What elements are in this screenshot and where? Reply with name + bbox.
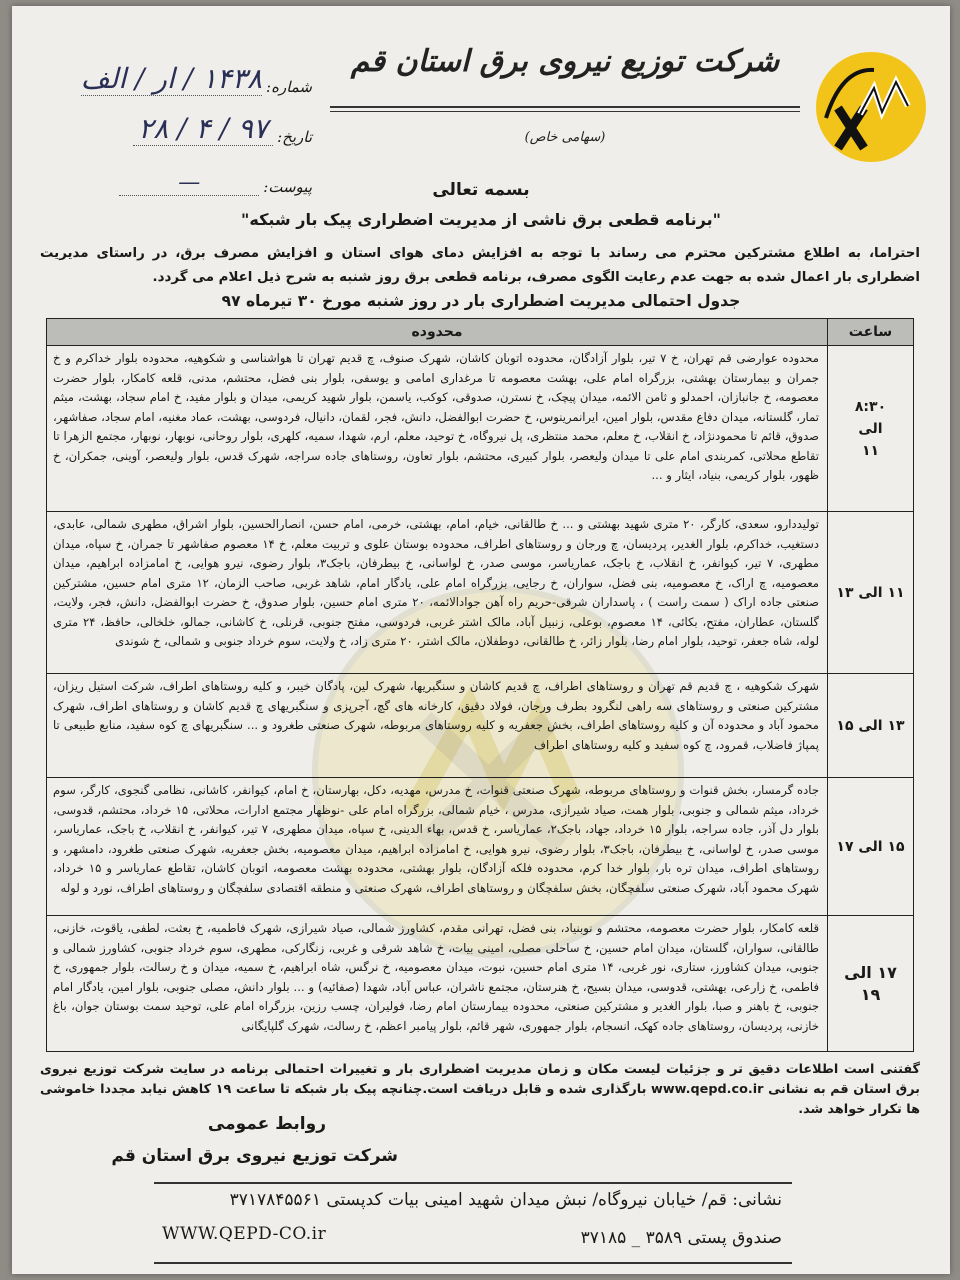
signature-company: شرکت توزیع نیروی برق استان قم: [111, 1146, 398, 1166]
table-row: [47, 916, 914, 1052]
outage-schedule-table: [46, 318, 914, 1052]
attachment-label: پیوست:: [263, 178, 312, 196]
attachment-value: —: [119, 171, 259, 196]
date-value: ۹۷ / ۴ / ۲۸: [133, 114, 273, 146]
title-rule: [330, 106, 800, 108]
doc-heading: بسمه تعالی: [432, 180, 530, 200]
footnote-text: گفتنی است اطلاعات دقیق تر و جزئیات لیست مکان و زمان مدیریت اضطراری بار و تغییرات احتمالی برنامه در سایت شرکت توزیع نیروی برق استان قم به نشانی: [40, 1062, 920, 1097]
table-row: [47, 512, 914, 674]
title-rule-thin: [330, 111, 800, 112]
company-logo: [812, 48, 930, 166]
footnote: [40, 1060, 920, 1120]
row-time: ۱۳ الی ۱۵: [828, 674, 914, 778]
row-time: ۱۵ الی ۱۷: [828, 778, 914, 916]
letter-footer: [154, 1182, 792, 1264]
signature-department: روابط عمومی: [207, 1114, 326, 1134]
row-time: ۱۷ الی ۱۹: [828, 916, 914, 1052]
header-areas: محدوده: [47, 319, 828, 346]
footer-rule-top: [154, 1182, 792, 1184]
footnote-website-link[interactable]: www.qepd.co.ir: [651, 1082, 764, 1097]
date-label: تاریخ:: [277, 128, 312, 146]
number-row: [52, 46, 312, 96]
footer-rule-bottom: [154, 1262, 792, 1264]
footnote-text-2: بارگذاری شده و قابل دریافت است.چنانچه پیک بار شبکه تا ساعت ۱۹ کاهش نیابد مجددا خاموشی ها تکرار خواهد شد.: [40, 1082, 920, 1117]
company-subtitle: (سهامی خاص): [524, 130, 606, 145]
table-row: [47, 346, 914, 512]
row-time: ۱۱ الی ۱۳: [828, 512, 914, 674]
number-label: شماره:: [266, 78, 312, 96]
table-title: جدول احتمالی مدیریت اضطراری بار در روز شنبه مورخ ۳۰ تیرماه ۹۷: [221, 292, 741, 310]
row-areas: جاده گرمسار، بخش قنوات و روستاهای مربوطه، شهرک صنعتی قنوات، خ مدرس، مهدیه، دکل، بهارستان، خ امام، کیوانفر، کاشانی، نظامی گنجوی، کارگر، سوم خرداد، میثم شمالی و جنوبی، بلوار همت، صیاد شیرازی، مدرس ، خیام شمالی، بزرگراه امام علی -نوظهار مجتمع ادارات، محلاتی، ۱۵ خرداد، محتشم، قدوسی، بلوار دل آذر، جاده سراجه، بلوار ۱۵ خرداد، جهاد، باجک۲، عمارياسر، خ قدس، بهاء الدینی، خ سپاه، میدان مطهری، ۷ تیر، کیوانفر، خ انقلاب، خ باجک، عمارياسر، موسی صدر، خ لواسانی، خ بیطرفان، باجک۳، بلوار رضوی، نیرو هوایی، خ امامزاده ابراهیم، میدان معصومیه، بخش جعفریه، شهرک صنعتی طغرود، دامشهر، و روستاهای اطراف، میدان تره بار، بلوار خدا کرم، محدوده فلکه آزادگان، بلوار بهشتی، محدوده بهشت معصومه، اتوبان کاشان، تقاطع عمارياسر و ۱۵ خرداد، شهرک محمود آباد، شهرک صنعتی سلفچگان، بخش سلفچگان و روستاهای اطراف، شهرک صنعتی و منطقه اقتصادی سلفچگان و روستاهای اطراف، نورد و لوله: [47, 778, 828, 916]
letter-meta: [52, 46, 312, 196]
intro-paragraph: احتراما، به اطلاع مشترکین محترم می رساند با توجه به افزایش دمای هوای استان و افزایش مصرف برق، در راستای مدیریت اضطراری بار اعمال شده به جهت عدم رعایت الگوی مصرف، برنامه قطعی برق روز شنبه به شرح ذیل اعلام می گردد.: [40, 246, 920, 285]
row-areas: محدوده عوارضی قم تهران، خ ۷ تیر، بلوار آزادگان، محدوده اتوبان کاشان، شهرک صنوف، چ قدیم تهران تا هواشناسی و شکوهیه، محدوده بلوار خداکرم و خ جمران و بیمارستان بهشتی، بزرگراه امام علی، بهشت معصومه تا مرغداری امامی و یوسفی، بلوار بنی فضل، محتشم، مدنی، قلعه کامکار، بلوار حضرت معصومه، خ جانبازان، احمدلو و ثامن الائمه، میدان پیچک، خ نسترن، صدوقی، کوکب، یاسمن، بلوار شهید کریمی، میدان و بلوار مفید، خ امام سجاد، بهشت، میثم تمار، گلستانه، میدان دفاع مقدس، بلوار امین، ایرانمرینوس، خ حضرت ابوالفضل، دانش، فجر، لقمان، دانیال، فردوسی، بهشت، عماد مغنیه، امام سجاد، صفاشهر، صدوق، قائم تا محمودنژاد، خ انقلاب، خ معلم، محمد منتظری، پل نیروگاه، خ توحید، معلم، ارم، شهدا، سمیه، کلهری، بلوار روحانی، نوبهار، نوبهار، مجتمع الزهرا تا تقاطع محلاتی، کمربندی امام علی تا میدان ولیعصر، بلوار کبیری، محتشم، بلوار تعاون، روستاهای جاده سراجه، شهرک قدس، بلوار ولیعصر، آوینی، جمکران، خ ظهور، بلوار کریمی، بنیاد، ایثار و ...: [47, 346, 828, 512]
row-areas: تولیددارو، سعدی، کارگر، ۲۰ متری شهید بهشتی و ... خ طالقانی، خیام، امام، بهشتی، خرمی، امام حسن، انصارالحسین، بلوار اشراق، مطهری شمالی، عابدی، دستغیب، خداکرم، بلوار الغدیر، پردیسان، چ ورجان و روستاهای اطراف، محدوده بوستان علوی و تربیت معلم، خ ۱۴ معصوم صفاشهر تا جمران، خ سپاه، میدان مطهری، ۷ تیر، کیوانفر، خ انقلاب، خ باجک، عمارياسر، موسی صدر، خ لواسانی، خ بیطرفان، باجک۳، بلوار رضوی، نیرو هوایی، خ امامزاده ابراهیم، میدان معصومیه، چ اراک، خ معصومیه، بنی فضل، سواران، خ رجایی، بزرگراه امام علی، یادگار امام، شاهد غربی، صاحب الزمان، ۱۲ متری امام حسین، مشترکین صنعتی جاده اراک ( سمت راست ) ، پاسداران شرقی-حریم راه آهن جوادالائمه، ۲۰ متری امام حسین، بلوار صدوق، خ حضرت ابوالفضل، دانش، فجر، ولایت، گلستان، عطاران، مفتح، بکائی، ۱۴ معصوم، بوعلی، زنبیل آباد، مالک اشتر غربی، فردوسی، مفتح جنوبی، قرنلی، خ کاشانی، جمالو، خلخالی، حافظ، ۲۴ متری لوله، شاه جعفر، توحید، بلوار امام رضا، بلوار زائر، خ طالقانی، دوطفلان، مالک اشتر، ۲۰ متری زاد، خ ولایت، سوم خرداد جنوبی و شمالی، خ شوندی: [47, 512, 828, 674]
footer-address: نشانی: قم/ خیابان نیروگاه/ نبش میدان شهید امینی بیات کدپستی ۳۷۱۷۸۴۵۵۶۱: [229, 1190, 782, 1210]
table-header-row: [47, 319, 914, 346]
header-time: ساعت: [828, 319, 914, 346]
company-name: شرکت توزیع نیروی برق استان قم: [350, 44, 780, 79]
table-row: [47, 778, 914, 916]
row-time: ۸:۳۰ الی ۱۱: [828, 346, 914, 512]
number-value: ۱۴۳۸ / ار / الف: [80, 62, 263, 96]
doc-subject: "برنامه قطعی برق ناشی از مدیریت اضطراری پیک بار شبکه": [241, 210, 721, 229]
table-row: [47, 674, 914, 778]
date-row: [52, 96, 312, 146]
footer-pobox: صندوق پستی ۳۵۸۹ _ ۳۷۱۸۵: [580, 1228, 782, 1248]
letter-sheet: [12, 6, 950, 1274]
row-areas: قلعه کامکار، بلوار حضرت معصومه، محتشم و نوبنیاد، بنی فضل، تهرانی مقدم، کشاورز شمالی، صیاد شیرازی، شهرک فاطمیه، خ بعثت، لطفی، یاقوت، خازنی، طالقانی، سواران، گلستان، میدان امام حسین، خ ساحلی مصلی، امینی بیات، خ شاهد شرقی و غربی، زنگارکی، مطهری، سوم خرداد جنوبی، کشاورز شمالی و جنوبی، میدان کشاورز، ستاری، نور غربی، ۱۴ متری امام حسین، نبوت، میدان معصومیه، خ نرگس، شاه ابراهیم، خ سمیه، میدان و خ رسالت، بلوار جمهوری، خ فاطمی، خ زارعی، بهشتی، قدوسی، میدان بسیج، خ هنرستان، مجتمع ناشران، عباس آباد، شهدا (صفائیه) و ... بلوار دانش، مصلی جنوبی، بلوار امین، یادگار امام جنوبی، خ باهنر و صبا، بلوار الغدیر و مشترکین صنعتی، محدوده بیمارستان امام رضا، فولیران، چسب رزین، بزرگراه امام علی، توحید سمت بوستان جوان، باغ خازنی، پردیسان، روستاهای جاده کهک، انسجام، بلوار جمهوری، شهر قائم، بلوار پیامبر اعظم، خ رسالت، شهرک گلپایگانی: [47, 916, 828, 1052]
row-areas: شهرک شکوهیه ، چ قدیم قم تهران و روستاهای اطراف، چ قدیم کاشان و سنگبریها، شهرک لین، پادگان خیبر، و کلیه روستاهای اطراف، شرکت استیل ریزان، مشترکین صنعتی و روستاهای سه راهی لنگرود بطرف ورجان، فولاد دقیق، کارخانه های گچ، آجرپزی و سنگبریهای چ قدیم کاشان و روستاهای اطراف، شهرک محمود آباد و محدوده آن و کلیه روستاهای اطراف، بخش جعفریه و کلیه روستاهای مربوطه، شهرک صنعتی طغرود و ... سنگبریهای چ کوه سفید، منابع طبیعی تا پمپاژ فاضلاب، قمرود، چ کوه سفید و کلیه روستاهای اطراف: [47, 674, 828, 778]
footer-website-link[interactable]: WWW.QEPD-CO.ir: [162, 1224, 327, 1244]
